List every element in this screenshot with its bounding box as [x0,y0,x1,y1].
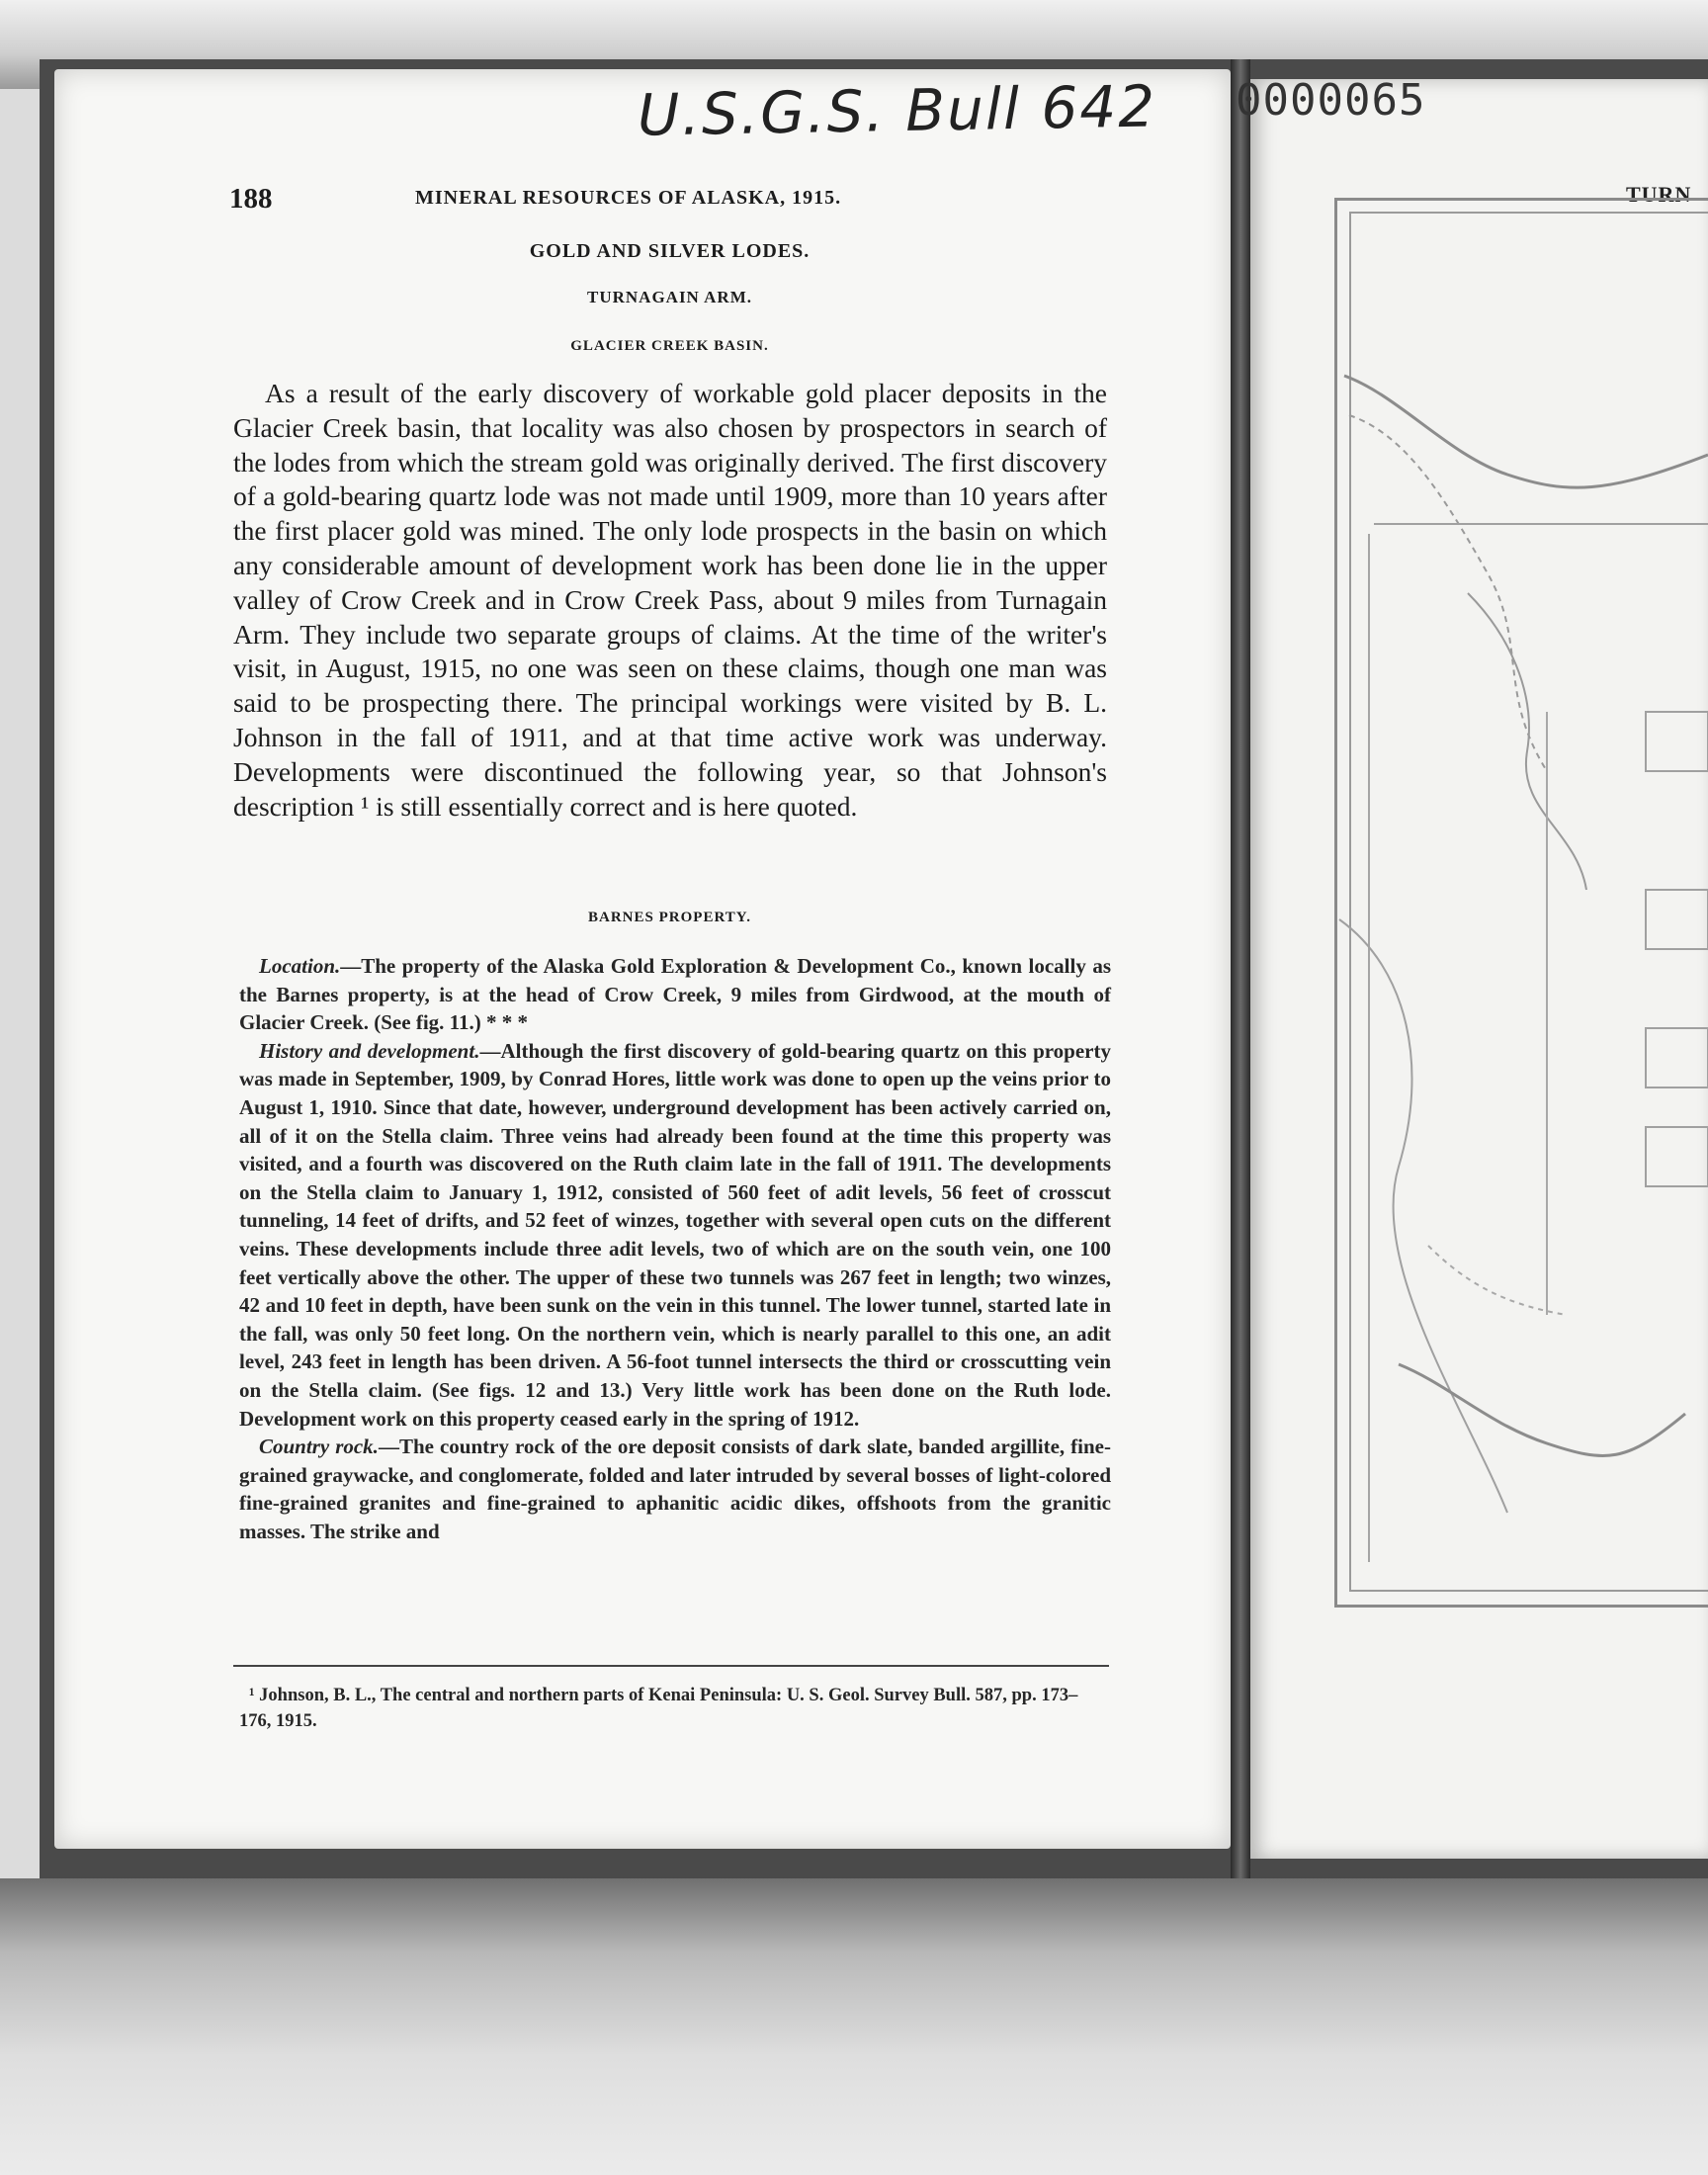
basin-heading: GLACIER CREEK BASIN. [570,338,769,354]
geologic-map-fragment [1250,79,1708,1621]
running-head: MINERAL RESOURCES OF ALASKA, 1915. [415,187,842,209]
history-text: —Although the first discovery of gold-bearing quartz on this property was made in September, 1909, by Conrad Hores, little work was done to open up the veins prior to August 1, 1910. Since that date, however, underground development has been actively carried on, all of it on the Stella claim. Three veins had already been found at the time this property was visited, and a fourth was discovered on the Ruth claim late in the fall of 1911. The developments on the Stella claim to January 1, 1912, consisted of 560 feet of adit levels, 56 feet of crosscut tunneling, 14 feet of drifts, and 52 feet of winzes, together with several open cuts on the different veins. These developments include three adit levels, two of which are on the south vein, one 100 feet vertically above the other. The upper of these two tunnels was 267 feet in length; two winzes, 42 and 10 feet in depth, have been sunk on the vein in this tunnel. The lower tunnel, started late in the fall, was only 50 feet long. On the northern vein, which is nearly parallel to this one, an adit level, 243 feet in length has been driven. A 56-foot tunnel intersects the third or crosscutting vein on the Stella claim. (See figs. 12 and 13.) Very little work has been done on the Ruth lode. Development work on this property ceased early in the spring of 1912. [239,1038,1111,1431]
footnote-rule [233,1665,1109,1667]
quoted-description [239,952,1111,1545]
history-paragraph [239,1037,1111,1433]
country-rock-text: —The country rock of the ore deposit consists of dark slate, banded argillite, fine-grained graywacke, and conglomerate, folded and later intruded by several bosses of light-colored fine-grained granites and fine-grained to aphanitic acidic dikes, offshoots from the granitic masses. The strike and [239,1435,1111,1543]
book-gutter [1231,59,1250,1878]
country-rock-lead: Country rock. [259,1435,379,1459]
location-text: —The property of the Alaska Gold Exploration & Development Co., known locally as the Barnes property, is at the head of Crow Creek, 9 miles from Girdwood, at the mouth of Glacier Creek. (See fig. 11.) * * * [239,954,1111,1035]
handwritten-annotation: U.S.G.S. Bull 642 [637,72,1157,149]
scan-bottom-edge [0,1878,1708,2175]
property-heading: BARNES PROPERTY. [588,910,751,925]
right-page-running-head: TURN [1626,182,1692,207]
location-lead: Location. [259,954,341,978]
section-heading: GOLD AND SILVER LODES. [529,240,811,262]
country-rock-paragraph [239,1433,1111,1545]
subsection-heading: TURNAGAIN ARM. [587,288,752,306]
page-stamp: 0000065 [1236,75,1426,126]
intro-paragraph: As a result of the early discovery of workable gold placer deposits in the Glacier Creek basin, that locality was also chosen by prospectors in search of the lodes from which the stream gold was originally derived. The first discovery of a gold-bearing quartz lode was not made until 1909, more than 10 years after the first placer gold was mined. The only lode prospects in the basin on which any considerable amount of development work has been done lie in the upper valley of Crow Creek and in Crow Creek Pass, about 9 miles from Turnagain Arm. They include two separate groups of claims. At the time of the writer's visit, in August, 1915, no one was seen on these claims, though one man was said to be prospecting there. The principal workings were visited by B. L. Johnson in the fall of 1911, and at that time active work was underway. Developments were discontinued the following year, so that Johnson's description ¹ is still essentially correct and is here quoted. [233,378,1107,822]
location-paragraph [239,952,1111,1037]
page-number: 188 [229,183,273,215]
footnote: ¹ Johnson, B. L., The central and northern parts of Kenai Peninsula: U. S. Geol. Survey Bull. 587, pp. 173–176, 1915. [239,1686,1078,1731]
history-lead: History and development. [259,1038,480,1063]
